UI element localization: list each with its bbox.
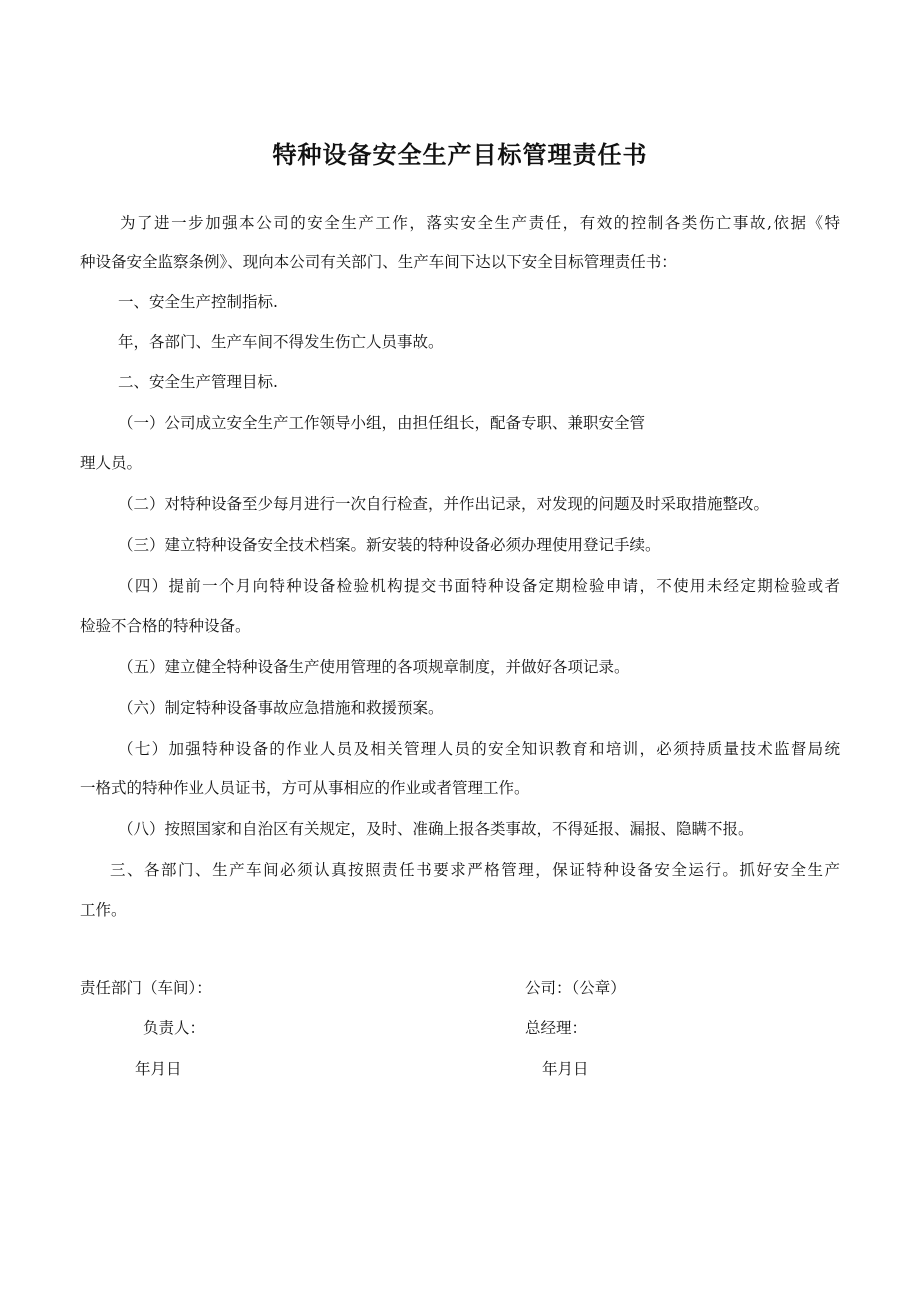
paragraph-intro-line-2: 种设备安全监察条例》、现向本公司有关部门、生产车间下达以下安全目标管理责任书： xyxy=(80,253,677,271)
section-2-item-4-line-2: 检验不合格的特种设备。 xyxy=(80,617,251,635)
signature-dept-label: 责任部门（车间）： xyxy=(80,979,212,997)
section-2-item-3: （三）建立特种设备安全技术档案。新安装的特种设备必须办理使用登记手续。 xyxy=(118,536,661,554)
section-2-item-7-line-2: 一格式的特种作业人员证书，方可从事相应的作业或者管理工作。 xyxy=(80,779,530,797)
section-2-item-1-line-2: 理人员。 xyxy=(80,454,143,472)
section-2-item-5: （五）建立健全特种设备生产使用管理的各项规章制度，并做好各项记录。 xyxy=(118,658,630,676)
section-2-item-1-line-1: （一）公司成立安全生产工作领导小组，由担任组长，配备专职、兼职安全管 xyxy=(118,414,646,432)
section-2-item-6: （六）制定特种设备事故应急措施和救援预案。 xyxy=(118,699,444,717)
signature-company-label: 公司：（公章） xyxy=(525,979,626,997)
section-1-body: 年，各部门、生产车间不得发生伤亡人员事故。 xyxy=(118,333,444,351)
paragraph-intro-line-1: 为了进一步加强本公司的安全生产工作，落实安全生产责任，有效的控制各类伤亡事故,依据《特 xyxy=(120,214,840,232)
section-2-item-7-line-1: （七）加强特种设备的作业人员及相关管理人员的安全知识教育和培训，必须持质量技术监督局统 xyxy=(118,740,840,758)
signature-person-label: 负责人： xyxy=(143,1019,206,1037)
section-3-line-2: 工作。 xyxy=(80,901,127,919)
section-2-item-2: （二）对特种设备至少每月进行一次自行检查，并作出记录，对发现的问题及时采取措施整改。 xyxy=(118,495,770,513)
signature-right-date: 年月日 xyxy=(542,1060,589,1078)
signature-manager-label: 总经理： xyxy=(525,1019,588,1037)
section-1-heading: 一、安全生产控制指标. xyxy=(118,293,278,311)
section-2-item-8: （八）按照国家和自治区有关规定，及时、准确上报各类事故，不得延报、漏报、隐瞒不报。 xyxy=(118,820,754,838)
section-2-heading: 二、安全生产管理目标. xyxy=(118,373,278,391)
section-2-item-4-line-1: （四）提前一个月向特种设备检验机构提交书面特种设备定期检验申请，不使用未经定期检验或者 xyxy=(118,577,840,595)
document-title: 特种设备安全生产目标管理责任书 xyxy=(272,141,648,169)
signature-left-date: 年月日 xyxy=(135,1060,182,1078)
section-3-line-1: 三、各部门、生产车间必须认真按照责任书要求严格管理，保证特种设备安全运行。抓好安全生产 xyxy=(110,861,840,879)
